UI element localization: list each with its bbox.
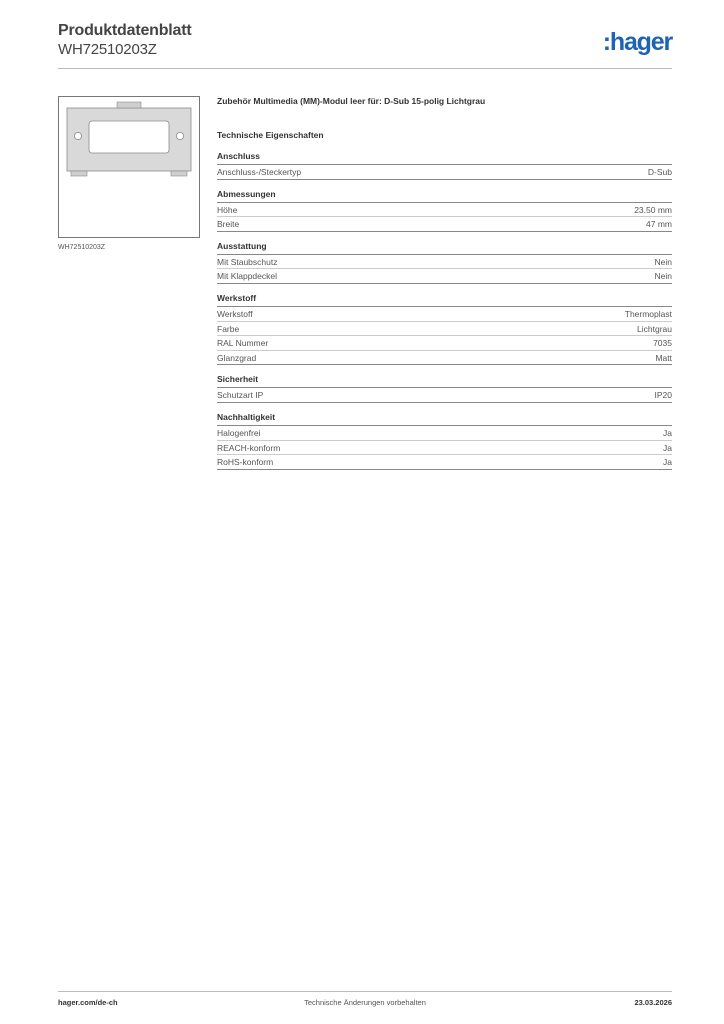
property-label: RoHS-konform — [217, 457, 274, 468]
property-value: Matt — [655, 352, 672, 363]
property-row — [217, 426, 672, 441]
website-link[interactable]: hager.com/de-ch — [58, 998, 118, 1007]
property-value: Ja — [663, 442, 672, 453]
property-value: 47 mm — [646, 219, 672, 230]
group-abmessungen — [217, 189, 672, 232]
property-row — [217, 351, 672, 366]
property-value: IP20 — [654, 390, 672, 401]
section-heading: Technische Eigenschaften — [217, 130, 324, 140]
property-row — [217, 269, 672, 284]
property-row — [217, 388, 672, 403]
property-row — [217, 322, 672, 337]
property-label: Mit Klappdeckel — [217, 271, 278, 282]
group-anschluss — [217, 151, 672, 180]
property-label: RAL Nummer — [217, 338, 269, 349]
property-value: Nein — [654, 271, 672, 282]
dsub-module-illustration — [59, 97, 199, 237]
property-row — [217, 307, 672, 322]
document-header — [58, 22, 672, 68]
group-title: Werkstoff — [217, 293, 672, 307]
image-caption: WH72510203Z — [58, 244, 106, 251]
document-footer — [58, 998, 672, 1010]
property-label: Anschluss-/Steckertyp — [217, 167, 302, 177]
product-name: Zubehör Multimedia (MM)-Modul leer für: D-Sub 15-polig Lichtgrau — [217, 96, 486, 106]
property-label: Werkstoff — [217, 308, 253, 319]
group-nachhaltigkeit — [217, 412, 672, 470]
property-value: Nein — [654, 256, 672, 267]
group-sicherheit — [217, 374, 672, 403]
property-row — [217, 165, 672, 180]
property-row — [217, 255, 672, 270]
group-title: Ausstattung — [217, 241, 672, 255]
group-title: Abmessungen — [217, 189, 672, 203]
group-title: Sicherheit — [217, 374, 672, 388]
property-label: Schutzart IP — [217, 390, 264, 401]
property-label: REACH-konform — [217, 442, 281, 453]
article-number: WH72510203Z — [58, 41, 157, 58]
property-row — [217, 455, 672, 470]
footer-notice: Technische Änderungen vorbehalten — [304, 998, 426, 1007]
group-ausstattung — [217, 241, 672, 284]
group-title: Nachhaltigkeit — [217, 412, 672, 426]
property-label: Mit Staubschutz — [217, 256, 278, 267]
property-value: 23.50 mm — [634, 204, 672, 215]
group-werkstoff — [217, 293, 672, 365]
property-row — [217, 217, 672, 232]
product-image — [58, 96, 200, 238]
document-date: 23.03.2026 — [634, 998, 672, 1007]
property-value: D-Sub — [647, 167, 672, 177]
property-label: Halogenfrei — [217, 427, 261, 438]
property-value: Ja — [663, 457, 672, 468]
property-value: Ja — [663, 427, 672, 438]
property-row — [217, 203, 672, 218]
property-value: 7035 — [653, 338, 672, 349]
header-divider — [58, 68, 672, 69]
group-title: Anschluss — [217, 151, 672, 165]
property-value: Thermoplast — [624, 308, 672, 319]
property-label: Glanzgrad — [217, 352, 257, 363]
property-row — [217, 336, 672, 351]
hager-logo: :hager — [602, 28, 672, 56]
property-label: Breite — [217, 219, 240, 230]
footer-divider — [58, 991, 672, 992]
product-details — [217, 96, 672, 470]
document-title: Produktdatenblatt — [58, 22, 192, 39]
property-value: Lichtgrau — [637, 323, 672, 334]
property-row — [217, 441, 672, 456]
property-label: Höhe — [217, 204, 238, 215]
property-label: Farbe — [217, 323, 240, 334]
